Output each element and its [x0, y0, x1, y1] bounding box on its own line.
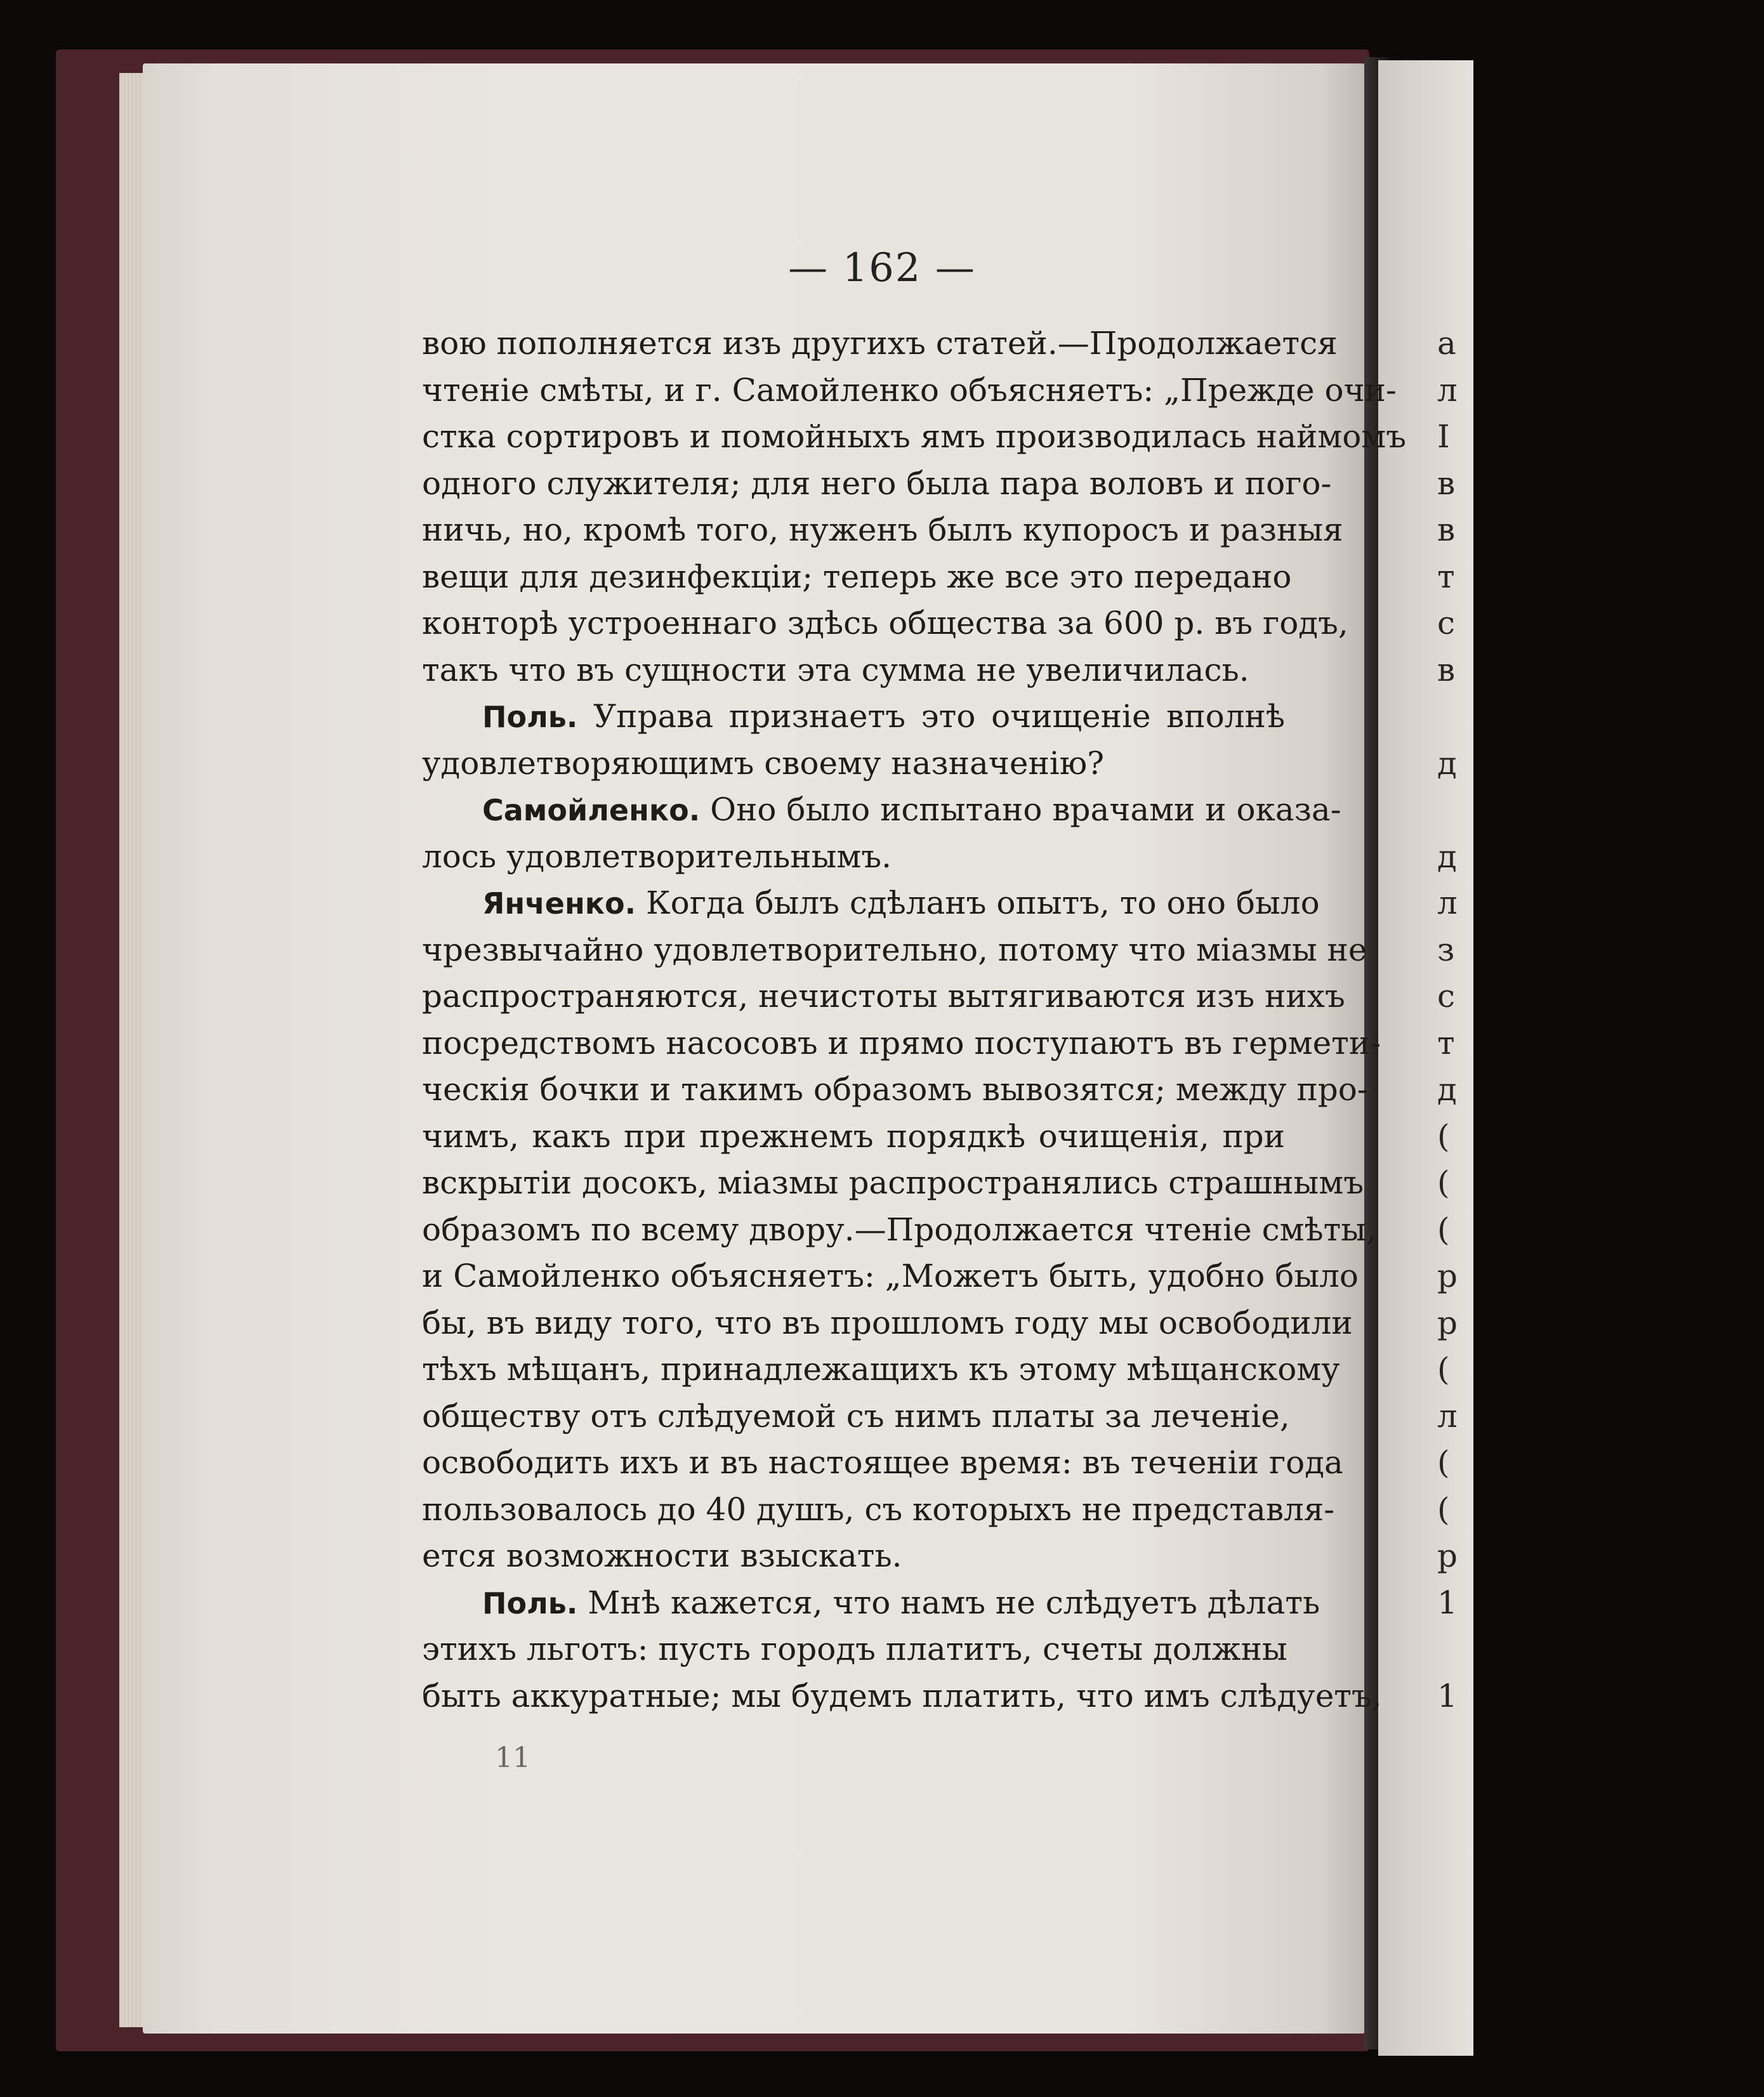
facing-page-glyph: с — [1437, 605, 1456, 641]
text-line — [422, 1020, 1381, 1067]
line-text: обществу отъ слѣдуемой съ нимъ платы за леченіе, — [422, 1397, 1290, 1435]
facing-page-glyph: ( — [1437, 1490, 1450, 1528]
text-line — [422, 1533, 1285, 1580]
text-line — [422, 1673, 1382, 1720]
facing-page-glyph: л — [1437, 371, 1458, 409]
facing-page-glyph: р — [1437, 1537, 1458, 1574]
text-line — [422, 927, 1367, 974]
line-text: чимъ, какъ при прежнемъ порядкѣ очищенія, при — [422, 1117, 1285, 1155]
speaker-name: Янченко. — [482, 886, 636, 921]
line-text: такъ что въ сущности эта сумма не увеличилась. — [422, 651, 1249, 688]
text-line — [422, 1160, 1364, 1207]
facing-page-glyph: д — [1437, 1071, 1457, 1108]
facing-page-glyph: ( — [1437, 1164, 1450, 1201]
facing-page-glyph: с — [1437, 978, 1456, 1015]
line-text: Когда былъ сдѣланъ опытъ, то оно было — [645, 884, 1320, 921]
facing-page-text-fragments — [1437, 320, 1456, 1719]
speaker-line — [422, 1580, 1320, 1627]
text-line — [422, 1393, 1290, 1440]
line-text: и Самойленко объясняетъ: „Можетъ быть, удобно было — [422, 1258, 1359, 1294]
line-text: вою пополняется изъ другихъ статей.—Продолжается — [422, 325, 1338, 362]
line-text: чрезвычайно удовлетворительно, потому что міазмы не — [422, 931, 1367, 968]
facing-page-glyph: т — [1437, 1024, 1455, 1062]
text-line — [422, 1300, 1353, 1347]
text-line — [422, 973, 1345, 1020]
facing-page-glyph: д — [1437, 838, 1457, 875]
text-line — [422, 1114, 1285, 1160]
text-line — [422, 1626, 1285, 1673]
facing-page-glyph: в — [1437, 464, 1456, 502]
text-line — [422, 1487, 1335, 1534]
line-text: образомъ по всему двору.—Продолжается чтеніе смѣты, — [422, 1211, 1376, 1248]
line-text: пользовалось до 40 душъ, съ которыхъ не представля- — [422, 1490, 1335, 1528]
facing-page-glyph — [1437, 694, 1456, 740]
signature-mark: 11 — [495, 1742, 530, 1774]
line-text: вещи для дезинфекціи; теперь же все это передано — [422, 558, 1292, 595]
facing-page-glyph: р — [1437, 1304, 1458, 1341]
speaker-name: Самойленко. — [482, 793, 701, 827]
line-text: ничь, но, кромѣ того, нуженъ былъ купоросъ и разныя — [422, 511, 1343, 548]
facing-page-glyph: з — [1437, 931, 1455, 968]
text-line — [422, 1346, 1340, 1393]
line-text: Мнѣ кажется, что намъ не слѣдуетъ дѣлать — [588, 1584, 1320, 1621]
line-text: вскрытіи досокъ, міазмы распространялись страшнымъ — [422, 1164, 1364, 1201]
text-line — [422, 1067, 1368, 1114]
facing-page-glyph: I — [1437, 418, 1450, 455]
line-text: тѣхъ мѣщанъ, принадлежащихъ къ этому мѣщанскому — [422, 1351, 1340, 1388]
facing-page-glyph: в — [1437, 651, 1456, 688]
text-line — [422, 740, 1285, 787]
facing-page-glyph: ( — [1437, 1444, 1450, 1481]
facing-page-glyph: 1 — [1437, 1584, 1458, 1621]
speaker-line — [422, 880, 1320, 927]
line-text: Оно было испытано врачами и оказа- — [710, 791, 1341, 828]
facing-page-glyph: т — [1437, 558, 1455, 595]
line-text: ческія бочки и такимъ образомъ вывозятся; между про- — [422, 1071, 1368, 1108]
facing-page-glyph: ( — [1437, 1351, 1450, 1388]
line-text: посредствомъ насосовъ и прямо поступаютъ въ гермети- — [422, 1024, 1381, 1062]
speaker-name: Поль. — [482, 700, 578, 734]
facing-page-glyph: л — [1437, 884, 1458, 921]
line-text: одного служителя; для него была пара воловъ и пого- — [422, 464, 1332, 502]
facing-page-glyph — [1437, 1626, 1456, 1673]
text-line — [422, 367, 1397, 414]
facing-page-glyph: в — [1437, 511, 1456, 548]
line-text: этихъ льготъ: пусть городъ платитъ, счеты должны — [422, 1631, 1287, 1667]
line-text: лось удовлетворительнымъ. — [422, 838, 892, 875]
text-line — [422, 1440, 1343, 1487]
facing-page-glyph — [1437, 787, 1456, 834]
speaker-line — [422, 694, 1285, 740]
text-line — [422, 647, 1285, 694]
line-text: чтеніе смѣты, и г. Самойленко объясняетъ: „Прежде очи- — [422, 371, 1397, 409]
facing-page-edge — [1378, 60, 1473, 2056]
facing-page-glyph: 1 — [1437, 1677, 1458, 1714]
speaker-line — [422, 787, 1341, 834]
text-line — [422, 834, 1285, 881]
line-text: ется возможности взыскать. — [422, 1537, 902, 1574]
line-text: освободить ихъ и въ настоящее время: въ теченіи года — [422, 1444, 1343, 1481]
line-text: распространяются, нечистоты вытягиваются изъ нихъ — [422, 978, 1345, 1015]
text-line — [422, 461, 1332, 508]
text-line — [422, 507, 1343, 554]
page-body-text — [422, 320, 1407, 1719]
speaker-name: Поль. — [482, 1586, 578, 1620]
facing-page-glyph: ( — [1437, 1211, 1450, 1248]
line-text: конторѣ устроеннаго здѣсь общества за 600 р. въ годъ, — [422, 605, 1348, 641]
line-text: бы, въ виду того, что въ прошломъ году мы освободили — [422, 1304, 1353, 1341]
text-line — [422, 600, 1348, 647]
facing-page-glyph: д — [1437, 744, 1457, 782]
text-line — [422, 320, 1338, 367]
facing-page-glyph: а — [1437, 325, 1456, 362]
facing-page-glyph: л — [1437, 1397, 1458, 1435]
line-text: удовлетворяющимъ своему назначенію? — [422, 744, 1105, 782]
facing-page-glyph: ( — [1437, 1117, 1450, 1155]
text-line — [422, 554, 1292, 601]
line-text: стка сортировъ и помойныхъ ямъ производилась наймомъ — [422, 418, 1407, 455]
page-number: — 162 — — [788, 244, 976, 291]
text-line — [422, 414, 1407, 461]
line-text: быть аккуратные; мы будемъ платить, что имъ слѣдуетъ, — [422, 1677, 1382, 1714]
facing-page-glyph: р — [1437, 1258, 1458, 1294]
text-line — [422, 1207, 1376, 1254]
line-text: Управа признаетъ это очищеніе вполнѣ — [593, 698, 1285, 735]
text-line — [422, 1253, 1359, 1300]
